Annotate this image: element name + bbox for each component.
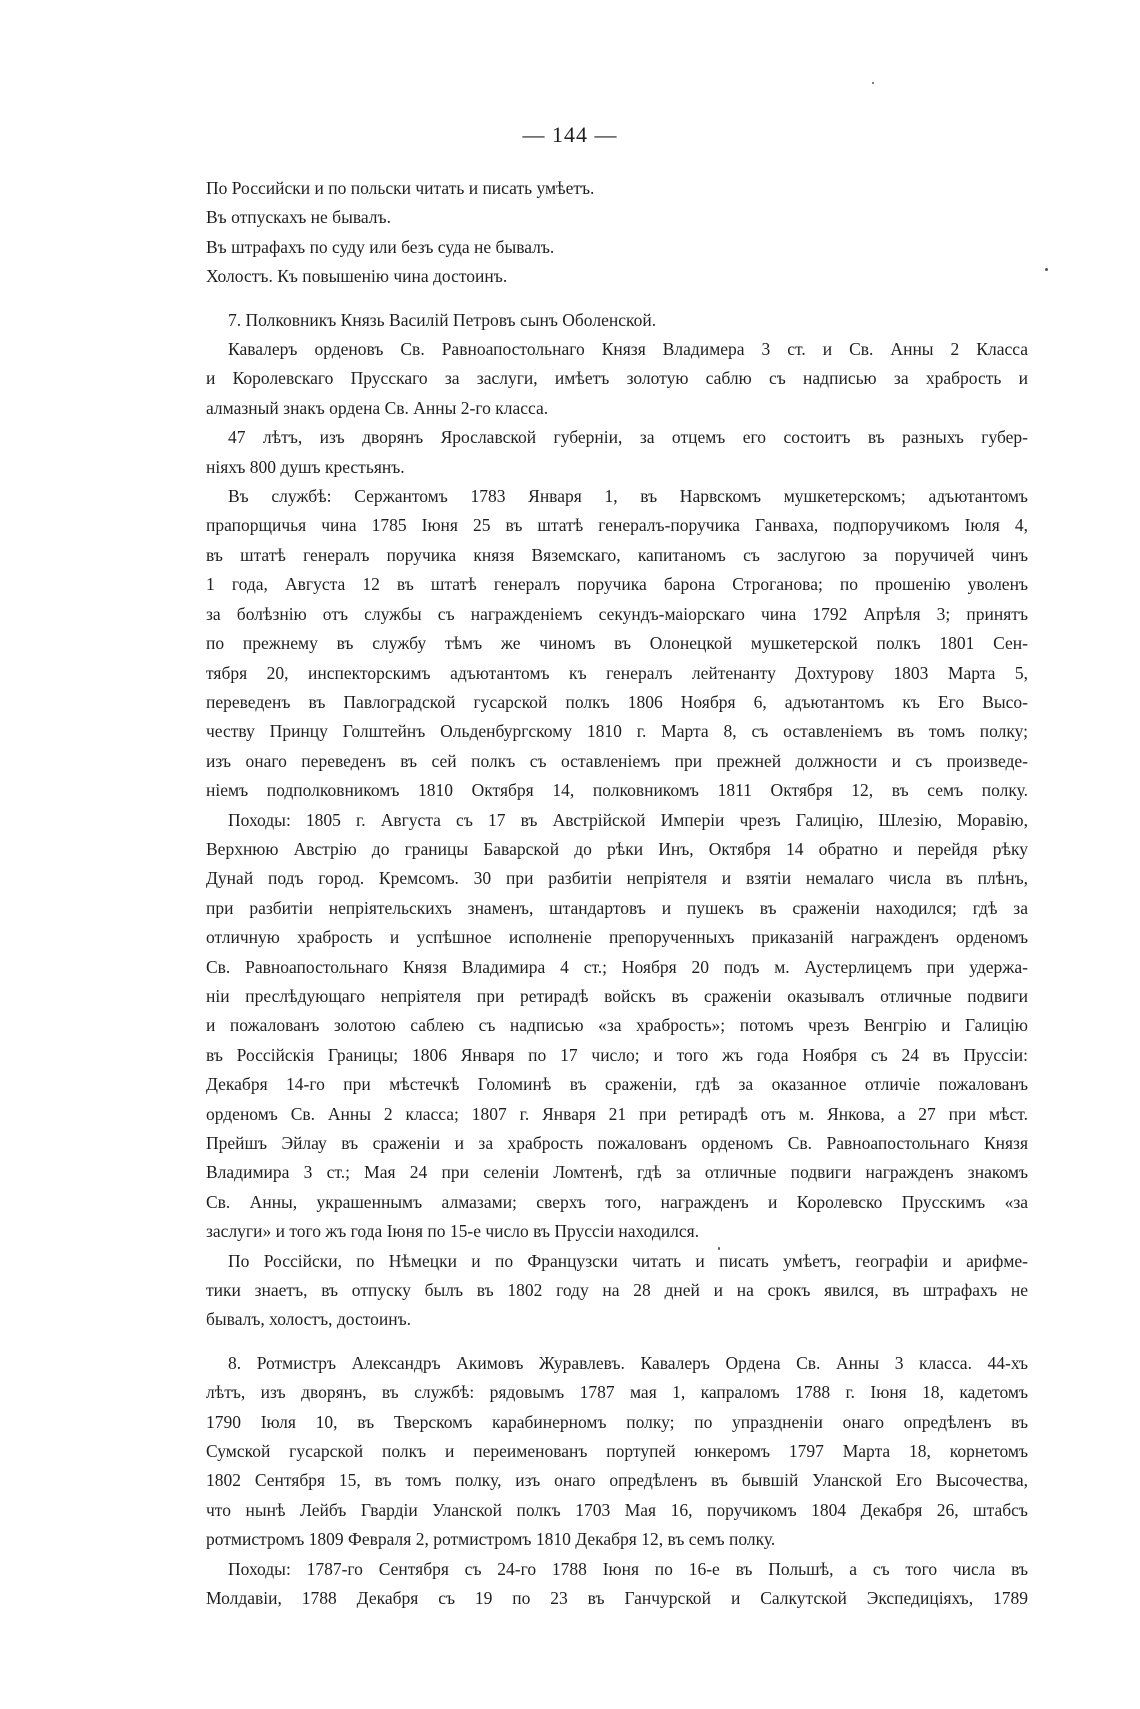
text-line: заслуги» и того жъ года Іюня по 15-е число въ Пруссіи находился. [206, 1221, 700, 1242]
text-line: въ Россійскія Границы; 1806 Января по 17 число; и того жъ года Ноября съ 24 въ Пруссіи: [206, 1044, 1028, 1065]
text-line: и Королевскаго Прусскаго за заслуги, имѣетъ золотую саблю съ надписью за храбрость и [206, 368, 1028, 389]
text-line: что нынѣ Лейбъ Гвардіи Уланской полкъ 1703 Мая 16, поручикомъ 1804 Декабря 26, штабсъ [206, 1499, 1028, 1520]
text-line: лѣтъ, изъ дворянъ, въ службѣ: рядовымъ 1787 мая 1, капраломъ 1788 г. Іюня 18, кадетомъ [206, 1382, 1028, 1403]
text-line: По Российски и по польски читать и писать умѣетъ. [206, 178, 595, 198]
text-line: 7. Полковникъ Князь Василій Петровъ сынъ Оболенской. [228, 309, 657, 330]
text-line: По Россійски, по Нѣмецки и по Французски читать и писать умѣетъ, географіи и арифме- [228, 1250, 1028, 1271]
text-line: орденомъ Св. Анны 2 класса; 1807 г. Января 21 при ретирадѣ отъ м. Янкова, а 27 при мѣст. [206, 1103, 1028, 1124]
text-line: честву Принцу Голштейнъ Ольденбургскому 1810 г. Марта 8, съ оставленіемъ въ томъ полку; [206, 721, 1028, 742]
scan-speck [1045, 268, 1048, 271]
text-line: Св. Анны, украшеннымъ алмазами; сверхъ того, награжденъ и Королевско Прусскимъ «за [206, 1191, 1028, 1212]
text-line: бывалъ, холостъ, достоинъ. [206, 1309, 412, 1330]
text-line: Въ отпускахъ не бывалъ. [206, 207, 391, 228]
scan-speck [872, 82, 874, 84]
text-line: тики знаетъ, въ отпуску былъ въ 1802 году на 28 дней и на срокъ явился, въ штрафахъ не [206, 1280, 1028, 1301]
text-line: Верхнюю Австрію до границы Баварской до рѣки Инъ, Октября 14 обратно и перейдя рѣку [206, 838, 1028, 859]
body-text [206, 174, 1028, 1614]
text-line: Прейшъ Эйлау въ сраженіи и за храбрость пожалованъ орденомъ Св. Равноапостольнаго Князя [206, 1133, 1028, 1153]
text-line: Походы: 1805 г. Августа съ 17 въ Австрійской Имперіи чрезъ Галицію, Шлезію, Моравію, [228, 809, 1028, 830]
text-line: Владимира 3 ст.; Мая 24 при селеніи Ломтенѣ, гдѣ за отличные подвиги награжденъ знакомъ [206, 1162, 1028, 1183]
paragraph-gap [206, 1335, 1028, 1349]
scan-speck [718, 1247, 720, 1250]
text-line: ротмистромъ 1809 Февраля 2, ротмистромъ 1810 Декабря 12, въ семъ полку. [206, 1529, 776, 1550]
text-line: Молдавіи, 1788 Декабря съ 19 по 23 въ Ганчурской и Салкутской Экспедиціяхъ, 1789 [206, 1588, 1028, 1609]
text-line: и пожалованъ золотою саблею съ надписью «за храбрость»; потомъ чрезъ Венгрію и Галицію [206, 1015, 1028, 1036]
text-line: Походы: 1787-го Сентября съ 24-го 1788 Іюня по 16-е въ Польшѣ, а съ того числа въ [228, 1558, 1028, 1579]
text-line: Сумской гусарской полкъ и переименованъ портупей юнкеромъ 1797 Марта 18, корнетомъ [206, 1441, 1028, 1462]
text-line: Въ штрафахъ по суду или безъ суда не бывалъ. [206, 236, 555, 257]
text-line: 1790 Іюля 10, въ Тверскомъ карабинерномъ полку; по упраздненіи онаго опредѣленъ въ [206, 1411, 1028, 1432]
text-line: Декабря 14-го при мѣстечкѣ Голоминѣ въ сраженіи, гдѣ за оказанное отличіе пожалованъ [206, 1074, 1028, 1095]
text-line: 47 лѣтъ, изъ дворянъ Ярославской губерніи, за отцемъ его состоитъ въ разныхъ губер- [228, 427, 1028, 448]
text-line: переведенъ въ Павлоградской гусарской полкъ 1806 Ноября 6, адъютантомъ къ Его Высо- [206, 691, 1028, 712]
text-line: Въ службѣ: Сержантомъ 1783 Января 1, въ Нарвскомъ мушкетерскомъ; адъютантомъ [228, 486, 1028, 507]
text-line: 1802 Сентября 15, въ томъ полку, изъ онаго опредѣленъ въ бывшій Уланской Его Высочества, [206, 1470, 1028, 1491]
text-line: 8. Ротмистръ Александръ Акимовъ Журавлевъ. Кавалеръ Ордена Св. Анны 3 класса. 44-хъ [228, 1352, 1028, 1373]
text-line: Холостъ. Къ повышенію чина достоинъ. [206, 266, 508, 287]
text-line: Дунай подъ город. Кремсомъ. 30 при разбитіи непріятеля и взятіи немалаго числа въ плѣнъ, [206, 868, 1028, 889]
text-line: тября 20, инспекторскимъ адъютантомъ къ генералъ лейтенанту Дохтурову 1803 Марта 5, [206, 662, 1028, 683]
text-line: ніемъ подполковникомъ 1810 Октября 14, полковникомъ 1811 Октября 12, въ семъ полку. [206, 780, 1028, 801]
text-line: за болѣзнію отъ службы съ награжденіемъ секундъ-маіорскаго чина 1792 Апрѣля 3; принятъ [206, 603, 1028, 624]
text-line: по прежнему въ службу тѣмъ же чиномъ въ Олонецкой мушкетерской полкъ 1801 Сен- [206, 633, 1028, 654]
text-line: ніи преслѣдующаго непріятеля при ретирадѣ войскъ въ сраженіи оказывалъ отличные подвиги [206, 985, 1028, 1006]
text-line: ніяхъ 800 душъ крестьянъ. [206, 456, 405, 477]
text-line: 1 года, Августа 12 въ штатѣ генералъ поручика барона Строганова; по прошенію уволенъ [206, 574, 1028, 595]
text-line: въ штатѣ генералъ поручика князя Вяземскаго, капитаномъ съ заслугою за поручичей чинъ [206, 544, 1028, 565]
text-line: отличную храбрость и успѣшное исполненіе препорученныхъ приказаній награжденъ орденомъ [206, 927, 1028, 948]
paragraph-gap [206, 292, 1028, 306]
text-line: при разбитіи непріятельскихъ знаменъ, штандартовъ и пушекъ въ сраженіи находился; гдѣ за [206, 897, 1028, 918]
text-line: прапорщичья чина 1785 Іюня 25 въ штатѣ генералъ-поручика Ганваха, подпоручикомъ Іюля 4, [206, 515, 1028, 536]
page-number: — 144 — [522, 122, 618, 147]
text-line: алмазный знакъ ордена Св. Анны 2-го класса. [206, 397, 549, 418]
text-line: изъ онаго переведенъ въ сей полкъ съ оставленіемъ при прежней должности и съ произведе- [206, 750, 1028, 771]
text-line: Кавалеръ орденовъ Св. Равноапостольнаго Князя Владимера 3 ст. и Св. Анны 2 Класса [228, 339, 1028, 360]
text-line: Св. Равноапостольнаго Князя Владимира 4 ст.; Ноября 20 подъ м. Аустерлицемъ при удержа- [206, 956, 1028, 977]
